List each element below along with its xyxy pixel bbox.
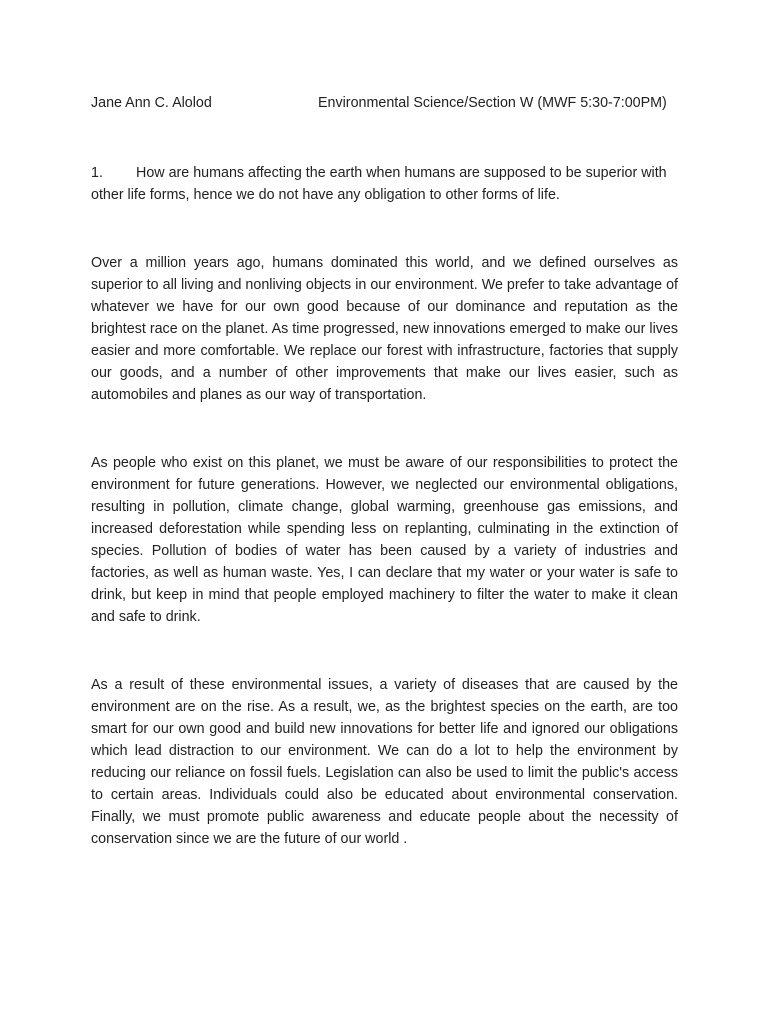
paragraph: Over a million years ago, humans dominated this world, and we defined ourselves as superior to all living and nonliving objects in our environment. We prefer to take advantage of whatever we have for our own good because of our dominance and reputation as the brightest race on the planet. As time progressed, new innovations emerged to make our lives easier and more comfortable. We replace our forest with infrastructure, factories that supply our goods, and a number of other improvements that make our lives easier, such as automobiles and planes as our way of transportation. bbox=[91, 255, 678, 403]
question bbox=[91, 162, 678, 206]
course-info: Environmental Science/Section W (MWF 5:30-7:00PM) bbox=[318, 95, 667, 111]
question-number: 1. bbox=[91, 165, 103, 181]
document-header bbox=[91, 93, 691, 113]
author-name: Jane Ann C. Alolod bbox=[91, 95, 212, 111]
paragraph: As a result of these environmental issues, a variety of diseases that are caused by the environment are on the rise. As a result, we, as the brightest species on the earth, are too smart for our own good and build new innovations for better life and ignored our obligations which lead distraction to our environment. We can do a lot to help the environment by reducing our reliance on fossil fuels. Legislation can also be used to limit the public's access to certain areas. Individuals could also be educated about environmental conservation. Finally, we must promote public awareness and educate people about the necessity of conservation since we are the future of our world . bbox=[91, 677, 678, 847]
paragraph: As people who exist on this planet, we must be aware of our responsibilities to protect the environment for future generations. However, we neglected our environmental obligations, resulting in pollution, climate change, global warming, greenhouse gas emissions, and increased deforestation while spending less on replanting, culminating in the extinction of species. Pollution of bodies of water has been caused by a variety of industries and factories, as well as human waste. Yes, I can declare that my water or your water is safe to drink, but keep in mind that people employed machinery to filter the water to make it clean and safe to drink. bbox=[91, 455, 678, 625]
question-text: How are humans affecting the earth when humans are supposed to be superior with other life forms, hence we do not have any obligation to other forms of life. bbox=[91, 165, 667, 203]
